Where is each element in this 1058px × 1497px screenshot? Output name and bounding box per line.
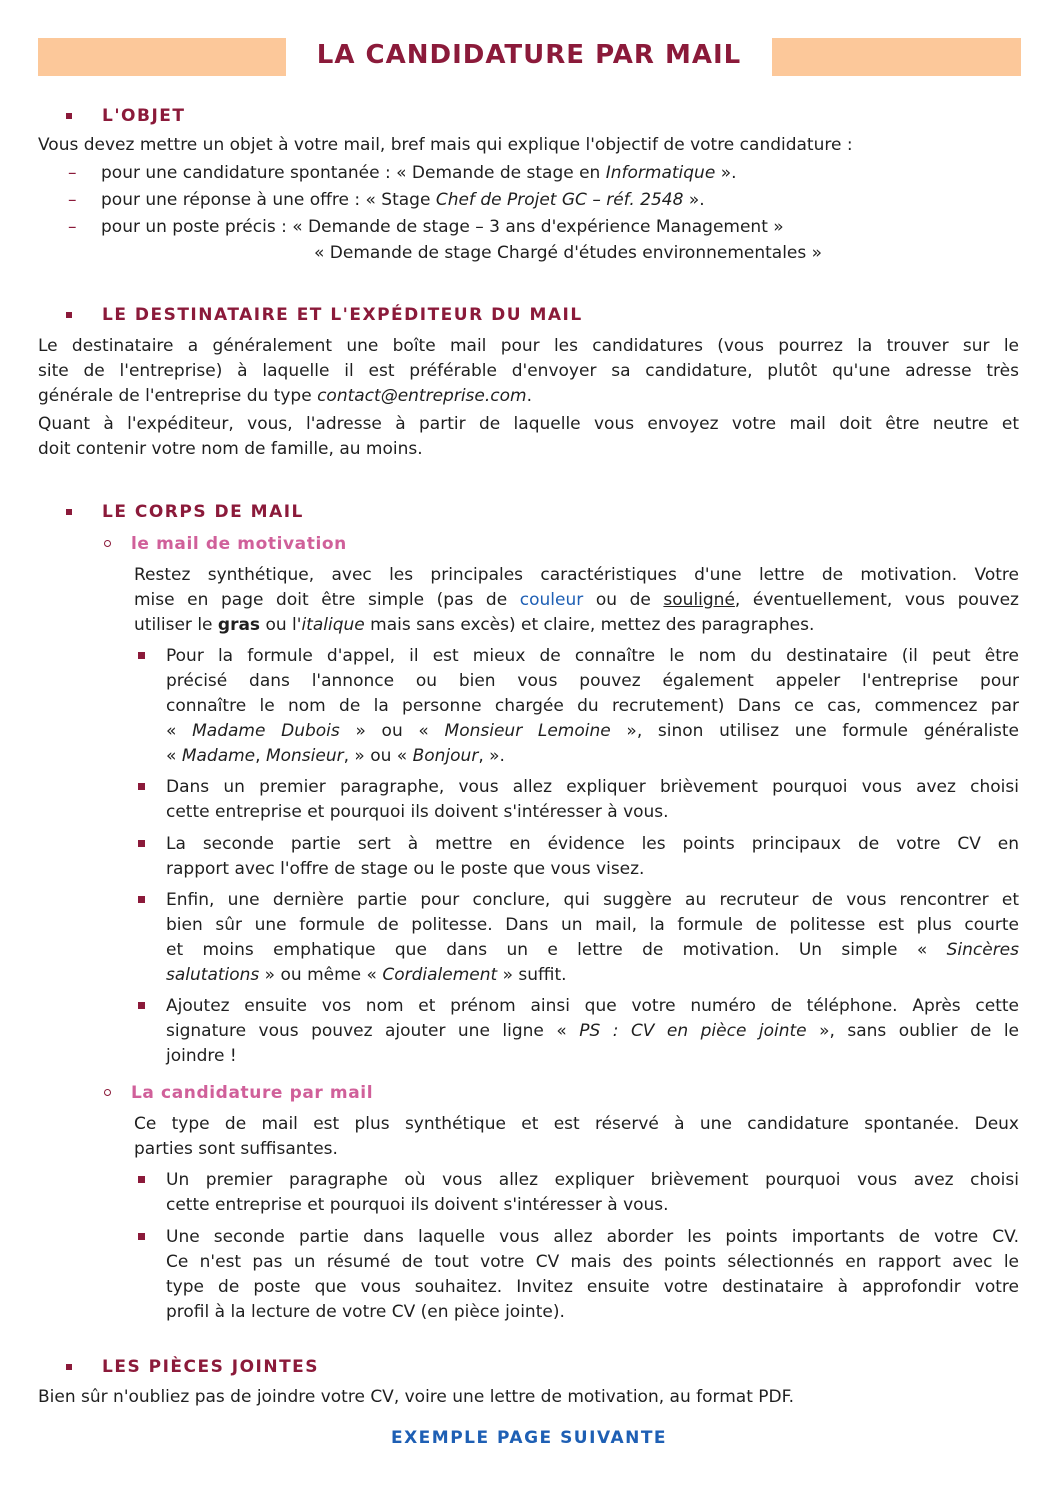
dash-bullet-icon: –	[68, 163, 77, 183]
motivation-bullet-line: salutations » ou même « Cordialement » suffit.	[166, 965, 567, 985]
destinataire-text-line: site de l'entreprise) à laquelle il est préférable d'envoyer sa candidature, plutôt qu'une adresse très	[38, 361, 1019, 381]
objet-item-1: pour une candidature spontanée : « Demande de stage en Informatique ».	[101, 163, 737, 183]
objet-item-3-continued: « Demande de stage Chargé d'études environnementales »	[314, 243, 823, 263]
section-heading-destinataire: LE DESTINATAIRE ET L'EXPÉDITEUR DU MAIL	[66, 302, 583, 327]
candidature-intro-line: parties sont suffisantes.	[134, 1139, 338, 1159]
motivation-bullet-line: joindre !	[166, 1046, 237, 1066]
candidature-bullet-line: Un premier paragraphe où vous allez expliquer brièvement pourquoi vous avez choisi	[166, 1170, 1019, 1190]
subheading-mail-motivation: le mail de motivation	[104, 531, 347, 556]
circle-bullet-icon	[104, 540, 111, 547]
subheading-candidature-par-mail: La candidature par mail	[104, 1080, 373, 1105]
candidature-bullet-line: Ce n'est pas un résumé de tout votre CV mais des points sélectionnés en rapport avec le	[166, 1252, 1019, 1272]
motivation-bullet-line: bien sûr une formule de politesse. Dans un mail, la formule de politesse est plus courte	[166, 915, 1019, 935]
motivation-bullet-line: signature vous pouvez ajouter une ligne « PS : CV en pièce jointe », sans oublier de le	[166, 1021, 1020, 1041]
objet-item-2: pour une réponse à une offre : « Stage Chef de Projet GC – réf. 2548 ».	[101, 190, 705, 210]
motivation-bullet-line: La seconde partie sert à mettre en évidence les points principaux de votre CV en	[166, 834, 1019, 854]
title-box	[286, 34, 772, 76]
candidature-bullet-line: cette entreprise et pourquoi ils doivent s'intéresser à vous.	[166, 1195, 669, 1215]
motivation-intro-line: Restez synthétique, avec les principales caractéristiques d'une lettre de motivation. Votre	[134, 565, 1019, 585]
objet-intro: Vous devez mettre un objet à votre mail, bref mais qui explique l'objectif de votre candidature :	[38, 135, 853, 155]
square-bullet-icon	[66, 113, 72, 119]
motivation-bullet-line: précisé dans l'annonce ou bien vous pouvez également appeler l'entreprise pour	[166, 671, 1019, 691]
destinataire-text-line: générale de l'entreprise du type contact@entreprise.com.	[38, 386, 532, 406]
candidature-bullet-line: Une seconde partie dans laquelle vous allez aborder les points importants de votre CV.	[166, 1227, 1019, 1247]
motivation-intro-line: mise en page doit être simple (pas de couleur ou de souligné, éventuellement, vous pouvez	[134, 590, 1019, 610]
square-bullet-icon	[138, 1176, 145, 1183]
motivation-bullet-line: Dans un premier paragraphe, vous allez expliquer brièvement pourquoi vous avez choisi	[166, 777, 1019, 797]
expediteur-text-line: Quant à l'expéditeur, vous, l'adresse à partir de laquelle vous envoyez votre mail doit être neutre et	[38, 414, 1019, 434]
square-bullet-icon	[138, 840, 145, 847]
email-example: contact@entreprise.com	[317, 386, 527, 406]
candidature-intro-line: Ce type de mail est plus synthétique et est réservé à une candidature spontanée. Deux	[134, 1114, 1019, 1134]
square-bullet-icon	[66, 1364, 72, 1370]
candidature-bullet-line: type de poste que vous souhaitez. Invitez ensuite votre destinataire à approfondir votre	[166, 1277, 1019, 1297]
square-bullet-icon	[138, 1002, 145, 1009]
motivation-bullet-line: et moins emphatique que dans un e lettre de motivation. Un simple « Sincères	[166, 940, 1019, 960]
square-bullet-icon	[138, 896, 145, 903]
motivation-bullet-line: Pour la formule d'appel, il est mieux de connaître le nom du destinataire (il peut être	[166, 646, 1019, 666]
section-heading-pieces-jointes: LES PIÈCES JOINTES	[66, 1354, 319, 1379]
motivation-bullet-line: « Madame Dubois » ou « Monsieur Lemoine », sinon utilisez une formule généraliste	[166, 721, 1020, 741]
candidature-bullet-line: profil à la lecture de votre CV (en pièce jointe).	[166, 1302, 565, 1322]
objet-item-3: pour un poste précis : « Demande de stage – 3 ans d'expérience Management »	[101, 217, 784, 237]
page-title: LA CANDIDATURE PAR MAIL	[316, 40, 742, 70]
dash-bullet-icon: –	[68, 217, 77, 237]
square-bullet-icon	[66, 312, 72, 318]
pieces-jointes-text: Bien sûr n'oubliez pas de joindre votre CV, voire une lettre de motivation, au format PDF.	[38, 1387, 795, 1407]
motivation-bullet-line: « Madame, Monsieur, » ou « Bonjour, ».	[166, 746, 505, 766]
square-bullet-icon	[138, 783, 145, 790]
circle-bullet-icon	[104, 1089, 111, 1096]
square-bullet-icon	[66, 509, 72, 515]
motivation-bullet-line: Ajoutez ensuite vos nom et prénom ainsi que votre numéro de téléphone. Après cette	[166, 996, 1019, 1016]
motivation-bullet-line: cette entreprise et pourquoi ils doivent s'intéresser à vous.	[166, 802, 669, 822]
section-heading-corps: LE CORPS DE MAIL	[66, 499, 304, 524]
motivation-intro-line: utiliser le gras ou l'italique mais sans excès) et claire, mettez des paragraphes.	[134, 615, 815, 635]
section-heading-objet: L'OBJET	[66, 103, 185, 128]
expediteur-text-line: doit contenir votre nom de famille, au moins.	[38, 439, 423, 459]
square-bullet-icon	[138, 1233, 145, 1240]
destinataire-text-line: Le destinataire a généralement une boîte mail pour les candidatures (vous pourrez la trouver sur le	[38, 336, 1019, 356]
motivation-bullet-line: rapport avec l'offre de stage ou le poste que vous visez.	[166, 859, 645, 879]
dash-bullet-icon: –	[68, 190, 77, 210]
square-bullet-icon	[138, 652, 145, 659]
motivation-bullet-line: connaître le nom de la personne chargée du recrutement) Dans ce cas, commencez par	[166, 696, 1019, 716]
next-page-note: EXEMPLE PAGE SUIVANTE	[390, 1428, 668, 1448]
motivation-bullet-line: Enfin, une dernière partie pour conclure, qui suggère au recruteur de vous rencontrer et	[166, 890, 1019, 910]
